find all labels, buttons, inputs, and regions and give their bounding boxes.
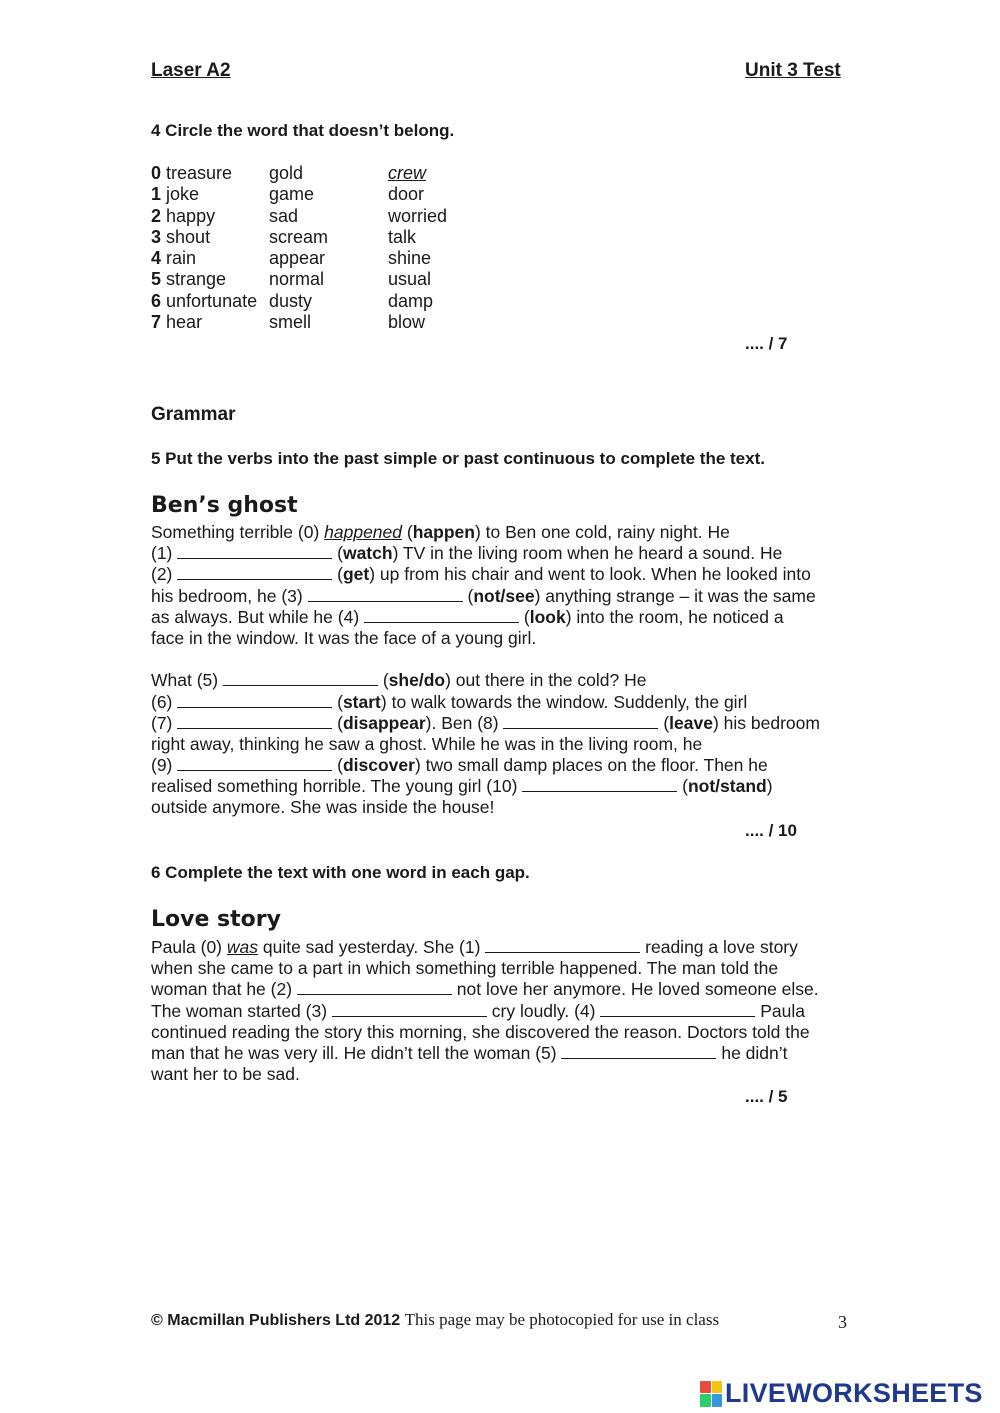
word-option[interactable]: happy bbox=[166, 205, 216, 226]
liveworksheets-logo[interactable] bbox=[700, 1378, 983, 1409]
word-option[interactable]: usual bbox=[388, 269, 432, 290]
word-option[interactable]: scream bbox=[269, 226, 329, 247]
text-line bbox=[151, 1001, 819, 1022]
row-number: 5 bbox=[151, 269, 162, 290]
text-line bbox=[151, 937, 819, 958]
row-number: 0 bbox=[151, 163, 162, 183]
exercise5-score: .... / 10 bbox=[745, 821, 797, 840]
word-option[interactable]: game bbox=[269, 184, 315, 205]
word-option[interactable]: shout bbox=[166, 226, 211, 247]
text-segment: ( bbox=[332, 755, 343, 776]
word-option[interactable]: gold bbox=[269, 163, 304, 183]
word-option[interactable]: appear bbox=[269, 248, 326, 269]
text-segment: his bedroom, he (3) bbox=[151, 585, 308, 606]
verb-prompt: she/do bbox=[388, 670, 446, 691]
word-option[interactable]: door bbox=[388, 184, 425, 205]
verb-prompt: start bbox=[342, 691, 381, 712]
exercise5-instruction: 5 Put the verbs into the past simple or past continuous to complete the text. bbox=[151, 449, 765, 468]
answer-blank[interactable] bbox=[177, 713, 332, 729]
text-segment: ( bbox=[332, 543, 343, 564]
text-segment: man that he was very ill. He didn’t tell the woman (5) bbox=[151, 1042, 562, 1063]
logo-tile bbox=[700, 1381, 711, 1394]
verb-prompt: discover bbox=[342, 755, 415, 776]
text-segment: ) TV in the living room when he heard a sound. He bbox=[392, 543, 783, 564]
text-segment: (6) bbox=[151, 691, 178, 712]
exercise4-score: .... / 7 bbox=[745, 334, 788, 353]
text-segment: ) out there in the cold? He bbox=[445, 670, 647, 691]
answer-blank[interactable] bbox=[297, 979, 452, 995]
text-segment: ( bbox=[658, 712, 670, 733]
word-option[interactable]: hear bbox=[166, 312, 203, 333]
row-number: 7 bbox=[151, 312, 162, 333]
text-segment: ( bbox=[377, 670, 389, 691]
word-option[interactable]: sad bbox=[269, 205, 299, 226]
liveworksheets-wordmark: LIVEWORKSHEETS bbox=[725, 1378, 983, 1408]
text-segment: ( bbox=[677, 776, 688, 797]
word-option[interactable]: dusty bbox=[269, 290, 313, 311]
text-segment: reading a love story bbox=[640, 937, 798, 957]
answer-blank[interactable] bbox=[223, 670, 378, 686]
answer-blank[interactable] bbox=[600, 1001, 755, 1017]
word-option[interactable]: shine bbox=[388, 248, 432, 269]
text-segment: cry loudly. (4) bbox=[486, 1000, 601, 1021]
text-segment: ( bbox=[332, 712, 343, 733]
text-line bbox=[151, 692, 820, 713]
word-option[interactable]: damp bbox=[388, 290, 434, 311]
word-option[interactable]: blow bbox=[388, 312, 426, 333]
verb-prompt: disappear bbox=[342, 712, 426, 733]
text-line bbox=[151, 1022, 819, 1043]
word-option[interactable]: strange bbox=[166, 269, 227, 290]
text-line bbox=[151, 670, 820, 691]
text-segment: ) to walk towards the window. Suddenly, the girl bbox=[380, 691, 748, 712]
text-segment: ( bbox=[462, 585, 474, 606]
story-title-bens-ghost: Ben’s ghost bbox=[151, 493, 298, 518]
answer-blank[interactable] bbox=[177, 692, 332, 708]
row-number: 3 bbox=[151, 226, 162, 247]
text-line bbox=[151, 713, 820, 734]
text-segment: when she came to a part in which something terrible happened. The man told the bbox=[151, 958, 779, 979]
answer-blank[interactable] bbox=[332, 1001, 487, 1017]
story-title-love-story: Love story bbox=[151, 907, 281, 932]
text-segment: ( bbox=[402, 522, 413, 542]
text-line bbox=[151, 958, 819, 979]
text-segment: quite sad yesterday. She (1) bbox=[258, 937, 486, 957]
text-segment: ( bbox=[332, 691, 343, 712]
header-left: Laser A2 bbox=[151, 60, 231, 81]
text-segment: Paula bbox=[755, 1000, 805, 1021]
text-line bbox=[151, 1064, 819, 1085]
text-segment: ). Ben (8) bbox=[425, 712, 504, 733]
logo-tile bbox=[712, 1394, 723, 1407]
text-line bbox=[151, 649, 820, 670]
exercise6-score: .... / 5 bbox=[745, 1087, 788, 1106]
text-line bbox=[151, 979, 819, 1000]
text-segment: ) to Ben one cold, rainy night. He bbox=[474, 522, 730, 542]
text-line bbox=[151, 1043, 819, 1064]
word-option[interactable]: treasure bbox=[166, 163, 233, 183]
text-line bbox=[151, 586, 820, 607]
text-segment: The woman started (3) bbox=[151, 1000, 332, 1021]
row-number: 4 bbox=[151, 248, 162, 269]
word-option[interactable]: worried bbox=[388, 205, 448, 226]
word-option[interactable]: unfortunate bbox=[166, 290, 258, 311]
exercise5-text bbox=[151, 522, 820, 819]
text-segment: Something terrible (0) bbox=[151, 522, 325, 542]
text-segment: right away, thinking he saw a ghost. While he was in the living room, he bbox=[151, 733, 703, 754]
answer-blank[interactable] bbox=[485, 937, 640, 953]
word-option[interactable]: normal bbox=[269, 269, 325, 290]
text-segment: (1) bbox=[151, 543, 178, 564]
row-number: 2 bbox=[151, 205, 162, 226]
exercise4-instruction: 4 Circle the word that doesn’t belong. bbox=[151, 121, 455, 140]
answer-blank[interactable] bbox=[177, 564, 332, 580]
logo-tile bbox=[700, 1394, 711, 1407]
answer-blank[interactable] bbox=[561, 1043, 716, 1059]
text-segment: woman that he (2) bbox=[151, 979, 297, 1000]
row-number: 1 bbox=[151, 184, 162, 205]
text-segment: ) bbox=[766, 776, 773, 797]
text-segment: What (5) bbox=[151, 670, 223, 691]
row-number: 6 bbox=[151, 290, 162, 311]
answer-blank[interactable] bbox=[503, 713, 658, 729]
header-right: Unit 3 Test bbox=[745, 60, 841, 81]
verb-prompt: watch bbox=[342, 543, 393, 564]
word-option[interactable]: talk bbox=[388, 226, 417, 247]
answer-blank[interactable] bbox=[177, 543, 332, 559]
text-segment: ) two small damp places on the floor. Then he bbox=[414, 755, 768, 776]
text-segment: want her to be sad. bbox=[151, 1064, 300, 1085]
text-line bbox=[151, 776, 820, 797]
text-segment: as always. But while he (4) bbox=[151, 606, 365, 627]
text-line bbox=[151, 755, 820, 776]
verb-prompt: not/see bbox=[473, 585, 535, 606]
word-option[interactable]: joke bbox=[166, 184, 200, 205]
text-segment: (7) bbox=[151, 712, 178, 733]
verb-prompt: leave bbox=[669, 712, 713, 733]
text-segment: ) into the room, he noticed a bbox=[565, 606, 784, 627]
text-line bbox=[151, 607, 820, 628]
text-segment: realised something horrible. The young girl (10) bbox=[151, 776, 523, 797]
exercise6-text bbox=[151, 937, 819, 1085]
answer-blank[interactable] bbox=[177, 755, 332, 771]
text-segment: face in the window. It was the face of a young girl. bbox=[151, 627, 537, 648]
text-line bbox=[151, 564, 820, 585]
text-segment: ( bbox=[332, 564, 343, 585]
text-segment: (2) bbox=[151, 564, 178, 585]
text-line bbox=[151, 543, 820, 564]
photocopy-note: This page may be photocopied for use in class bbox=[404, 1310, 720, 1329]
liveworksheets-icon bbox=[700, 1381, 722, 1407]
page-number: 3 bbox=[838, 1312, 847, 1332]
text-segment: ) anything strange – it was the same bbox=[534, 585, 816, 606]
exercise6-instruction: 6 Complete the text with one word in each gap. bbox=[151, 863, 530, 882]
text-segment: continued reading the story this morning, she discovered the reason. Doctors told the bbox=[151, 1021, 810, 1042]
word-option[interactable]: smell bbox=[269, 312, 312, 333]
text-segment: ( bbox=[519, 606, 530, 627]
text-segment: outside anymore. She was inside the house! bbox=[151, 797, 495, 818]
verb-prompt: get bbox=[342, 564, 370, 585]
verb-prompt: not/stand bbox=[687, 776, 767, 797]
verb-prompt: happen bbox=[412, 522, 475, 542]
text-segment: Paula (0) bbox=[151, 937, 227, 957]
word-option-example: crew bbox=[388, 163, 427, 183]
text-segment: he didn’t bbox=[716, 1042, 788, 1063]
logo-tile bbox=[712, 1381, 723, 1394]
copyright: © Macmillan Publishers Ltd 2012 bbox=[151, 1312, 401, 1329]
grammar-heading: Grammar bbox=[151, 404, 236, 425]
answer-blank[interactable] bbox=[522, 776, 677, 792]
text-line bbox=[151, 734, 820, 755]
word-option[interactable]: rain bbox=[166, 248, 197, 269]
example-answer: was bbox=[226, 937, 258, 957]
footer bbox=[151, 1310, 719, 1330]
text-segment: ) his bedroom bbox=[712, 712, 820, 733]
text-line bbox=[151, 522, 820, 543]
text-line bbox=[151, 797, 820, 818]
example-answer: happened bbox=[324, 522, 403, 542]
text-line bbox=[151, 628, 820, 649]
answer-blank[interactable] bbox=[308, 586, 463, 602]
text-segment: (9) bbox=[151, 755, 178, 776]
answer-blank[interactable] bbox=[364, 607, 519, 623]
verb-prompt: look bbox=[529, 606, 566, 627]
text-segment: ) up from his chair and went to look. When he looked into bbox=[369, 564, 811, 585]
text-segment: not love her anymore. He loved someone else. bbox=[451, 979, 819, 1000]
